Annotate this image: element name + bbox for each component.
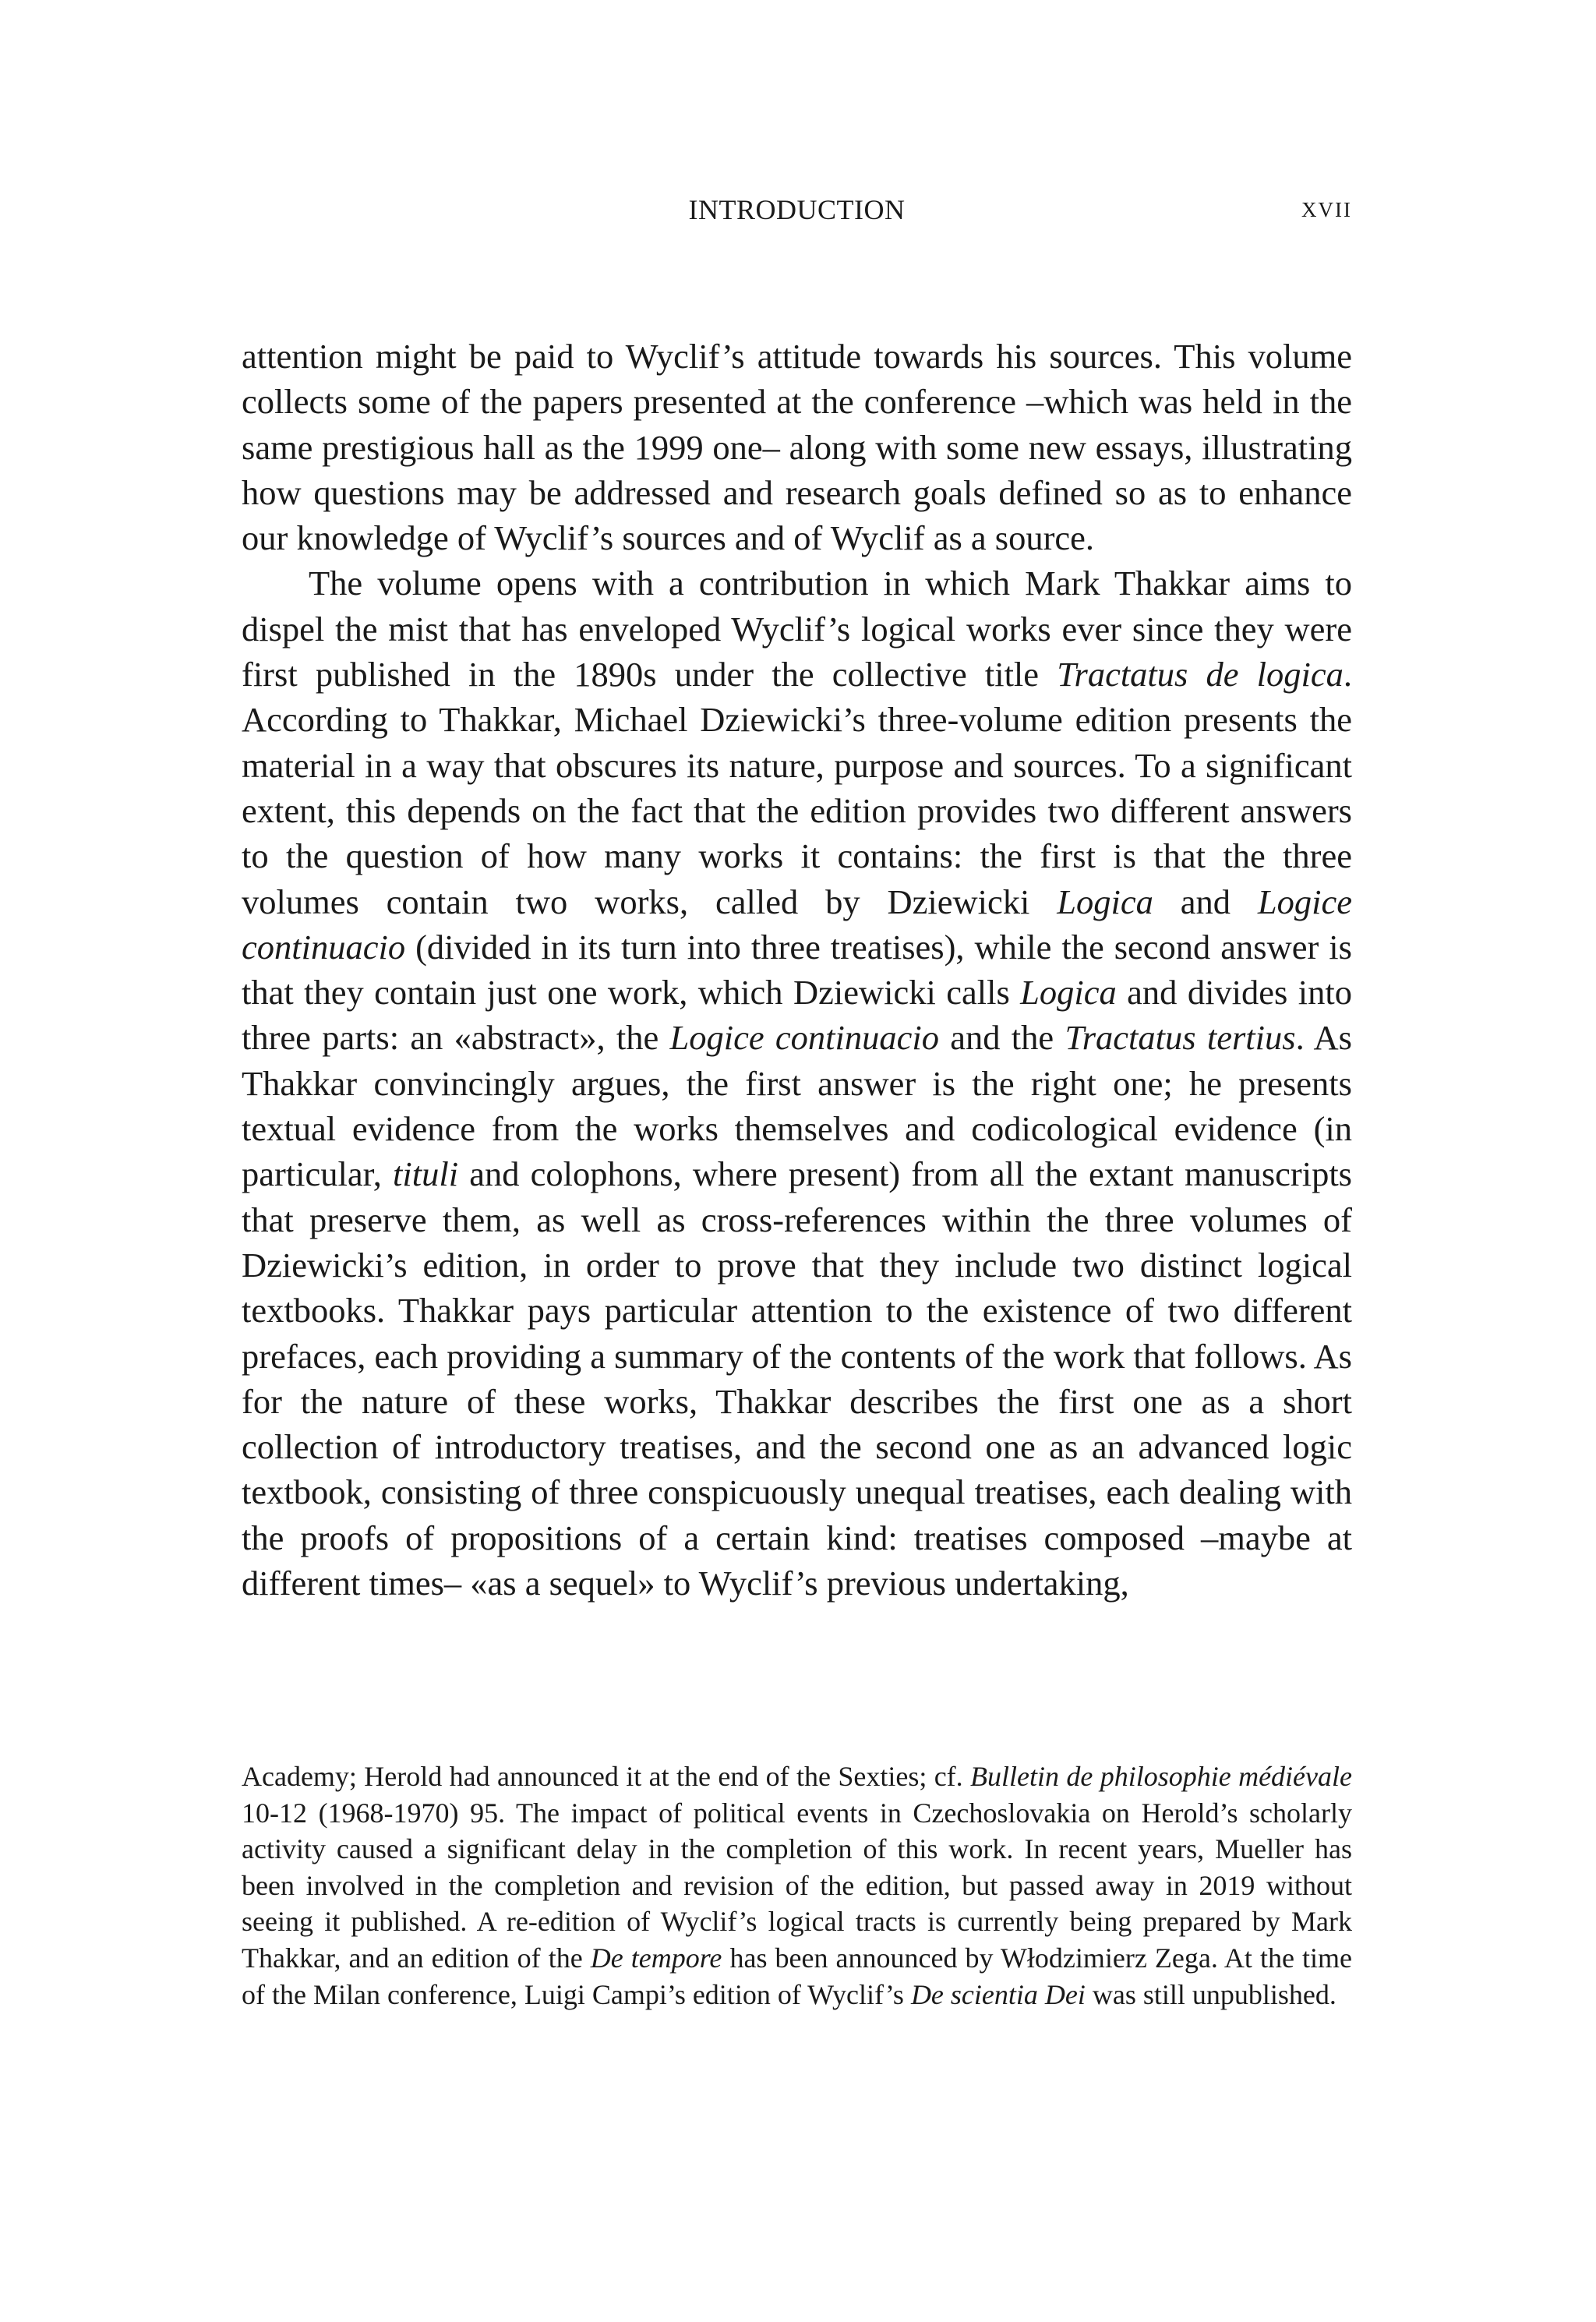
italic-title: Tractatus de logica bbox=[1057, 655, 1344, 694]
italic-title: Bulletin de philosophie médiévale bbox=[970, 1761, 1352, 1792]
text-span: and the bbox=[939, 1018, 1065, 1058]
text-span: Academy; Herold had announced it at the end of the Sexties; cf. bbox=[242, 1761, 971, 1792]
text-span: 10-12 (1968-1970) 95. The impact of political events in Czechoslovakia on Herold’s scholarly activity caused a significant delay in the completion of this work. In recent years, Mueller has been involved in the completion and revision of the edition, but passed away in 2019 without seeing it published. A re-edition of Wyclif’s logical tracts is currently being prepared by Mark Thakkar, and an edition of the bbox=[242, 1797, 1352, 1974]
page-number: XVII bbox=[1301, 198, 1352, 221]
text-span: and bbox=[1153, 882, 1258, 921]
italic-title: De scientia Dei bbox=[910, 1978, 1086, 2010]
text-span: and colophons, where present) from all the extant manuscripts that preserve them, as well as cross-references within the three volumes of Dziewicki’s edition, in order to prove that they include two distinct logical textbooks. Thakkar pays particular attention to the existence of two different prefaces, each providing a summary of the contents of the work that follows. As for the nature of these works, Thakkar describes the first one as a short collection of introductory treatises, and the second one as an advanced logic textbook, consisting of three conspicuously unequal treatises, each dealing with the proofs of propositions of a certain kind: treatises composed –maybe at different times– «as a sequel» to Wyclif’s previous undertaking, bbox=[242, 1154, 1352, 1603]
footnote bbox=[242, 1758, 1352, 2013]
running-title: INTRODUCTION bbox=[688, 194, 906, 225]
paragraph-2 bbox=[242, 560, 1352, 1606]
italic-title: Logice continuacio bbox=[669, 1018, 939, 1058]
text-span: The volume opens with a contribution in which Mark Thakkar aims to dispel the mist that has enveloped Wyclif’s logical works ever since they were first published in the 1890s under the collective title bbox=[242, 564, 1352, 694]
text-span: was still unpublished. bbox=[1085, 1978, 1336, 2010]
italic-title: Logice continuacio bbox=[242, 882, 1352, 967]
main-text bbox=[242, 334, 1352, 1606]
text-span: (divided in its turn into three treatises), while the second answer is that they contain just one work, which Dziewicki calls bbox=[242, 927, 1352, 1013]
italic-title: Tractatus tertius bbox=[1065, 1018, 1296, 1058]
italic-title: Logica bbox=[1057, 882, 1153, 921]
italic-title: Logica bbox=[1020, 973, 1117, 1013]
text-span: . As Thakkar convincingly argues, the first answer is the right one; he presents textual evidence from the works themselves and codicological evidence (in particular, bbox=[242, 1018, 1352, 1194]
running-head bbox=[242, 193, 1352, 229]
text-span: and divides into three parts: an «abstract», the bbox=[242, 973, 1352, 1058]
italic-title: De tempore bbox=[590, 1942, 722, 1974]
italic-term: tituli bbox=[393, 1154, 459, 1194]
footnote-text bbox=[242, 1758, 1352, 2013]
text-span: has been announced by Włodzimierz Zega. At the time of the Milan conference, Luigi Campi’s edition of Wyclif’s bbox=[242, 1942, 1352, 2010]
text-span: . According to Thakkar, Michael Dziewicki’s three-volume edition presents the material in a way that obscures its nature, purpose and sources. To a significant extent, this depends on the fact that the edition provides two different answers to the question of how many works it contains: the first is that the three volumes contain two works, called by Dziewicki bbox=[242, 655, 1353, 921]
paragraph-1: attention might be paid to Wyclif’s attitude towards his sources. This volume collects some of the papers presented at the conference –which was held in the same prestigious hall as the 1999 one– along with some new essays, illustrating how questions may be addressed and research goals defined so as to enhance our knowledge of Wyclif’s sources and of Wyclif as a source. bbox=[242, 337, 1352, 558]
